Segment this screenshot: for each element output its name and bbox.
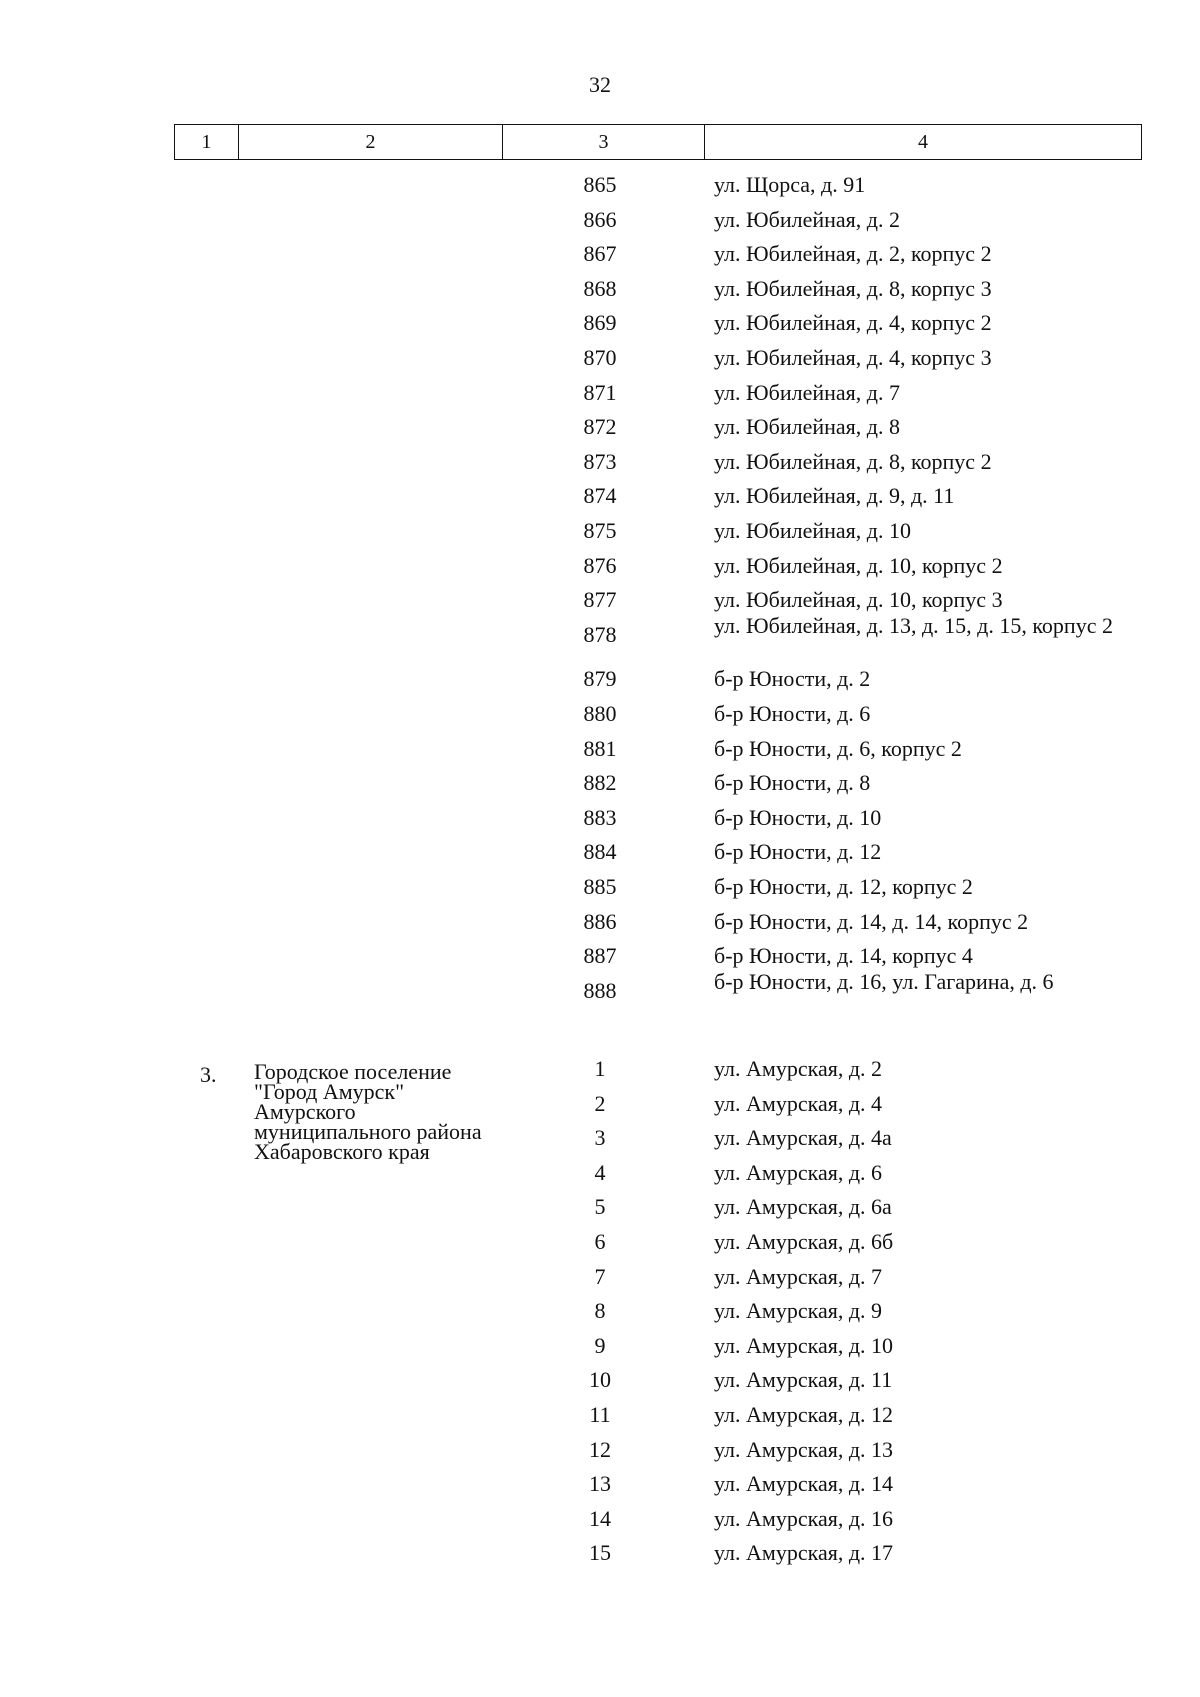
- row-address: ул. Амурская, д. 4: [714, 1090, 883, 1116]
- row-number: 871: [583, 379, 617, 405]
- section-number: 3.: [200, 1062, 217, 1087]
- row-number: 1: [594, 1056, 606, 1081]
- header-col-4: 4: [918, 130, 928, 153]
- header-col-1: 1: [175, 125, 239, 159]
- row-number: 868: [583, 275, 617, 301]
- row-number: 875: [583, 518, 617, 543]
- row-number: 887: [583, 943, 617, 969]
- row-address: ул. Амурская, д. 14: [714, 1471, 894, 1497]
- row-number: 880: [583, 701, 617, 726]
- row-address: ул. Амурская, д. 12: [714, 1402, 894, 1427]
- row-number: 882: [583, 770, 617, 796]
- row-address: б-р Юности, д. 6, корпус 2: [714, 735, 962, 761]
- row-number: 881: [583, 735, 617, 761]
- row-number: 873: [583, 448, 617, 474]
- row-number: 4: [594, 1159, 606, 1185]
- section-name: Городское поселение "Город Амурск" Амурского муниципального района Хабаровского края: [254, 1059, 482, 1164]
- row-number: 9: [594, 1332, 606, 1358]
- row-address: б-р Юности, д. 14, корпус 4: [714, 943, 973, 969]
- row-address: ул. Юбилейная, д. 2, корпус 2: [714, 241, 992, 267]
- row-address: ул. Юбилейная, д. 7: [714, 379, 900, 405]
- row-number: 10: [589, 1367, 611, 1393]
- row-address: ул. Амурская, д. 6а: [714, 1194, 892, 1220]
- row-address: ул. Амурская, д. 6: [714, 1159, 883, 1185]
- row-address: ул. Амурская, д. 6б: [714, 1229, 894, 1254]
- row-number: 2: [594, 1090, 606, 1116]
- row-number: 884: [583, 839, 617, 865]
- row-number: 867: [583, 241, 617, 267]
- row-number: 886: [583, 908, 617, 934]
- row-number: 869: [583, 310, 617, 336]
- row-number: 14: [589, 1505, 611, 1531]
- row-address: ул. Юбилейная, д. 4, корпус 2: [714, 310, 992, 336]
- row-number: 7: [594, 1263, 606, 1289]
- row-address: ул. Юбилейная, д. 10, корпус 3: [714, 587, 1003, 613]
- row-number: 8: [594, 1298, 606, 1324]
- row-address: б-р Юности, д. 8: [714, 770, 871, 796]
- row-number: 12: [589, 1436, 611, 1462]
- row-number: 866: [583, 206, 617, 232]
- row-number: 872: [583, 414, 617, 440]
- row-number: 13: [589, 1471, 611, 1497]
- row-address: ул. Юбилейная, д. 10, корпус 2: [714, 552, 1003, 578]
- row-number: 876: [583, 552, 617, 578]
- row-address: ул. Амурская, д. 4а: [714, 1125, 892, 1151]
- row-number: 15: [589, 1540, 611, 1566]
- row-address: б-р Юности, д. 16, ул. Гагарина, д. 6: [714, 968, 1054, 994]
- row-address: ул. Амурская, д. 10: [714, 1332, 894, 1358]
- row-number: 870: [583, 345, 617, 370]
- row-address: б-р Юности, д. 14, д. 14, корпус 2: [714, 908, 1029, 934]
- row-number: 883: [583, 804, 617, 830]
- row-address: б-р Юности, д. 6: [714, 701, 871, 726]
- row-number: 6: [594, 1229, 606, 1254]
- row-number: 11: [589, 1402, 611, 1427]
- row-address: б-р Юности, д. 10: [714, 804, 882, 830]
- row-number: 865: [583, 172, 617, 197]
- row-number: 885: [583, 874, 617, 899]
- row-number: 877: [583, 587, 617, 613]
- row-number: 3: [594, 1125, 606, 1151]
- row-address: ул. Амурская, д. 17: [714, 1540, 894, 1566]
- row-address: ул. Юбилейная, д. 2: [714, 206, 900, 232]
- row-address: б-р Юности, д. 12: [714, 839, 882, 865]
- row-address: ул. Юбилейная, д. 9, д. 11: [714, 483, 955, 509]
- row-address: ул. Щорса, д. 91: [714, 172, 866, 197]
- row-address: ул. Амурская, д. 16: [714, 1505, 894, 1531]
- row-number: 878: [583, 621, 617, 647]
- row-address: ул. Амурская, д. 2: [714, 1056, 883, 1081]
- table-header: [174, 124, 1142, 160]
- row-number: 879: [583, 666, 617, 692]
- row-number: 5: [594, 1194, 606, 1220]
- row-address: б-р Юности, д. 2: [714, 666, 871, 692]
- row-address: ул. Юбилейная, д. 8, корпус 2: [714, 448, 992, 474]
- row-address: ул. Юбилейная, д. 10: [714, 518, 911, 543]
- header-col-2: 2: [239, 125, 503, 159]
- row-address: ул. Амурская, д. 11: [714, 1367, 893, 1393]
- row-address: ул. Юбилейная, д. 4, корпус 3: [714, 345, 992, 370]
- row-address: ул. Юбилейная, д. 8, корпус 3: [714, 275, 992, 301]
- row-number: 888: [583, 977, 617, 1003]
- row-address: ул. Юбилейная, д. 13, д. 15, д. 15, корпус 2: [714, 612, 1113, 638]
- row-address: ул. Амурская, д. 13: [714, 1436, 894, 1462]
- row-number: 874: [583, 483, 617, 509]
- page-number: 32: [589, 72, 611, 97]
- row-address: ул. Юбилейная, д. 8: [714, 414, 900, 440]
- row-address: ул. Амурская, д. 9: [714, 1298, 883, 1324]
- row-address: ул. Амурская, д. 7: [714, 1263, 883, 1289]
- row-address: б-р Юности, д. 12, корпус 2: [714, 874, 973, 899]
- header-col-3: 3: [503, 125, 705, 159]
